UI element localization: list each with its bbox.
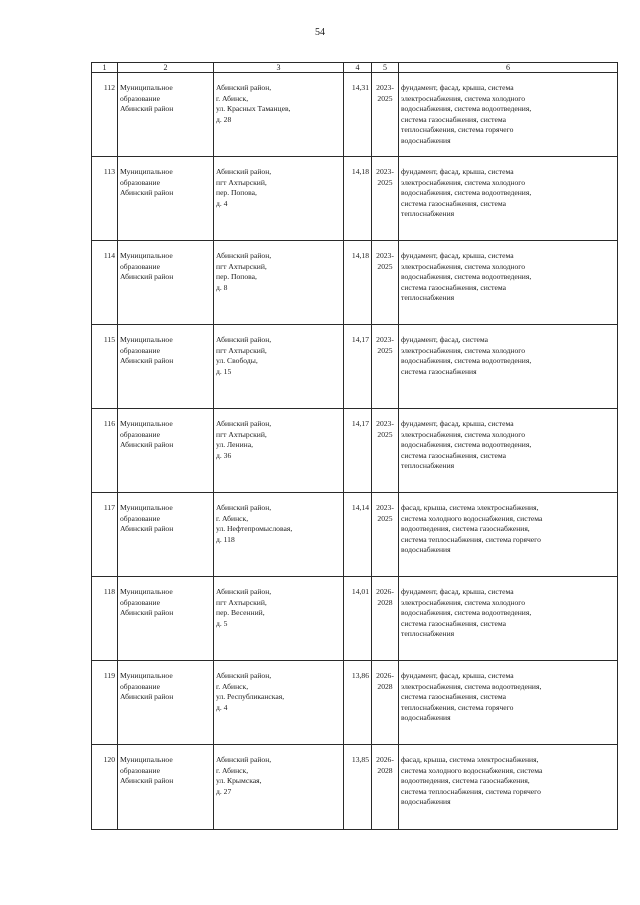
years-cell: 2023- 2025 xyxy=(372,241,399,325)
area-cell: 13,85 xyxy=(344,745,372,830)
row-number: 118 xyxy=(92,577,118,661)
row-number: 114 xyxy=(92,241,118,325)
column-header: 5 xyxy=(372,63,399,73)
years-cell: 2023- 2025 xyxy=(372,493,399,577)
municipality-cell: Муниципальное образование Абинский район xyxy=(118,661,214,745)
years-cell: 2023- 2025 xyxy=(372,409,399,493)
years-cell: 2023- 2025 xyxy=(372,157,399,241)
row-number: 115 xyxy=(92,325,118,409)
table-row xyxy=(92,325,618,409)
column-header: 6 xyxy=(399,63,618,73)
address-cell: Абинский район, пгт Ахтырский, ул. Свободы, д. 15 xyxy=(214,325,344,409)
municipality-cell: Муниципальное образование Абинский район xyxy=(118,157,214,241)
area-cell: 14,18 xyxy=(344,241,372,325)
municipality-cell: Муниципальное образование Абинский район xyxy=(118,577,214,661)
years-cell: 2026- 2028 xyxy=(372,661,399,745)
address-cell: Абинский район, г. Абинск, ул. Нефтепромысловая, д. 118 xyxy=(214,493,344,577)
table-row xyxy=(92,745,618,830)
municipality-cell: Муниципальное образование Абинский район xyxy=(118,241,214,325)
table-row xyxy=(92,409,618,493)
address-cell: Абинский район, пгт Ахтырский, пер. Весенний, д. 5 xyxy=(214,577,344,661)
years-cell: 2026- 2028 xyxy=(372,745,399,830)
years-cell: 2023- 2025 xyxy=(372,325,399,409)
works-cell: фундамент, фасад, крыша, система электроснабжения, система холодного водоснабжения, система водоотведения, система газоснабжения, система теплоснабжения xyxy=(399,157,618,241)
municipality-cell: Муниципальное образование Абинский район xyxy=(118,325,214,409)
works-cell: фасад, крыша, система электроснабжения, система холодного водоснабжения, система водоотведения, система газоснабжения, система теплоснабжения, система горячего водоснабжения xyxy=(399,745,618,830)
table-row xyxy=(92,241,618,325)
works-cell: фундамент, фасад, система электроснабжения, система холодного водоснабжения, система водоотведения, система газоснабжения xyxy=(399,325,618,409)
municipality-cell: Муниципальное образование Абинский район xyxy=(118,493,214,577)
table-row xyxy=(92,577,618,661)
table-row xyxy=(92,493,618,577)
years-cell: 2023- 2025 xyxy=(372,73,399,157)
area-cell: 14,17 xyxy=(344,325,372,409)
row-number: 117 xyxy=(92,493,118,577)
table-row xyxy=(92,157,618,241)
municipality-cell: Муниципальное образование Абинский район xyxy=(118,409,214,493)
column-number-row xyxy=(92,63,618,73)
row-number: 112 xyxy=(92,73,118,157)
address-cell: Абинский район, пгт Ахтырский, пер. Попова, д. 4 xyxy=(214,157,344,241)
area-cell: 14,18 xyxy=(344,157,372,241)
row-number: 119 xyxy=(92,661,118,745)
municipality-cell: Муниципальное образование Абинский район xyxy=(118,73,214,157)
works-cell: фундамент, фасад, крыша, система электроснабжения, система холодного водоснабжения, система водоотведения, система газоснабжения, система теплоснабжения xyxy=(399,409,618,493)
years-cell: 2026- 2028 xyxy=(372,577,399,661)
works-cell: фундамент, фасад, крыша, система электроснабжения, система водоотведения, система газоснабжения, система теплоснабжения, система горячего водоснабжения xyxy=(399,661,618,745)
table-row xyxy=(92,73,618,157)
area-cell: 14,17 xyxy=(344,409,372,493)
row-number: 120 xyxy=(92,745,118,830)
column-header: 2 xyxy=(118,63,214,73)
column-header: 3 xyxy=(214,63,344,73)
area-cell: 14,31 xyxy=(344,73,372,157)
works-cell: фасад, крыша, система электроснабжения, система холодного водоснабжения, система водоотведения, система газоснабжения, система теплоснабжения, система горячего водоснабжения xyxy=(399,493,618,577)
area-cell: 13,86 xyxy=(344,661,372,745)
address-cell: Абинский район, пгт Ахтырский, пер. Попова, д. 8 xyxy=(214,241,344,325)
row-number: 116 xyxy=(92,409,118,493)
page-number: 54 xyxy=(315,27,325,38)
register-table xyxy=(91,62,618,830)
table-row xyxy=(92,661,618,745)
works-cell: фундамент, фасад, крыша, система электроснабжения, система холодного водоснабжения, система водоотведения, система газоснабжения, система теплоснабжения, система горячего водоснабжения xyxy=(399,73,618,157)
address-cell: Абинский район, г. Абинск, ул. Красных Таманцев, д. 28 xyxy=(214,73,344,157)
column-header: 1 xyxy=(92,63,118,73)
address-cell: Абинский район, г. Абинск, ул. Республиканская, д. 4 xyxy=(214,661,344,745)
municipality-cell: Муниципальное образование Абинский район xyxy=(118,745,214,830)
address-cell: Абинский район, г. Абинск, ул. Крымская, д. 27 xyxy=(214,745,344,830)
area-cell: 14,01 xyxy=(344,577,372,661)
works-cell: фундамент, фасад, крыша, система электроснабжения, система холодного водоснабжения, система водоотведения, система газоснабжения, система теплоснабжения xyxy=(399,577,618,661)
column-header: 4 xyxy=(344,63,372,73)
row-number: 113 xyxy=(92,157,118,241)
works-cell: фундамент, фасад, крыша, система электроснабжения, система холодного водоснабжения, система водоотведения, система газоснабжения, система теплоснабжения xyxy=(399,241,618,325)
area-cell: 14,14 xyxy=(344,493,372,577)
address-cell: Абинский район, пгт Ахтырский, ул. Ленина, д. 36 xyxy=(214,409,344,493)
